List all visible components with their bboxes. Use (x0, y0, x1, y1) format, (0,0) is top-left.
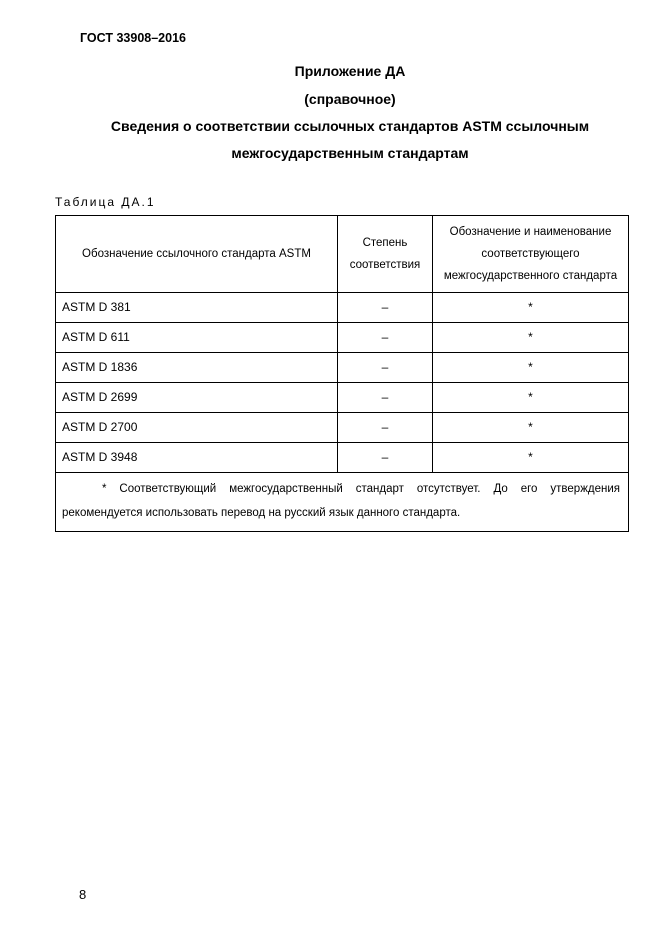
cell-degree: – (338, 383, 433, 413)
column-header-degree: Степень соответствия (338, 216, 433, 293)
table-row (56, 413, 629, 443)
cell-degree: – (338, 323, 433, 353)
table-row (56, 443, 629, 473)
cell-degree: – (338, 353, 433, 383)
annex-heading-line2: межгосударственным стандартам (231, 145, 469, 161)
table-caption: Таблица ДА.1 (55, 195, 156, 209)
table-row (56, 353, 629, 383)
cell-degree: – (338, 443, 433, 473)
page-number: 8 (79, 887, 87, 902)
annex-heading-line1: Сведения о соответствии ссылочных стандартов ASTM ссылочным (110, 118, 590, 134)
annex-title: Приложение ДА (294, 63, 406, 79)
annex-type: (справочное) (304, 91, 396, 107)
cell-national: * (433, 443, 629, 473)
table-row (56, 383, 629, 413)
cell-degree: – (338, 293, 433, 323)
cell-designation: ASTM D 2700 (56, 413, 338, 443)
cell-degree: – (338, 413, 433, 443)
cell-designation: ASTM D 2699 (56, 383, 338, 413)
correspondence-table (55, 215, 629, 532)
table-row (56, 323, 629, 353)
column-header-national: Обозначение и наименование соответствующего межгосударственного стандарта (433, 216, 629, 293)
cell-designation: ASTM D 3948 (56, 443, 338, 473)
document-code: ГОСТ 33908–2016 (80, 31, 186, 45)
cell-national: * (433, 353, 629, 383)
table-footnote-row (56, 473, 629, 532)
table-footnote-cell (56, 473, 629, 532)
column-header-astm: Обозначение ссылочного стандарта ASTM (56, 216, 338, 293)
cell-national: * (433, 323, 629, 353)
cell-designation: ASTM D 1836 (56, 353, 338, 383)
cell-national: * (433, 413, 629, 443)
cell-designation: ASTM D 611 (56, 323, 338, 353)
table-row (56, 293, 629, 323)
cell-national: * (433, 383, 629, 413)
table-footnote: * Соответствующий межгосударственный стандарт отсутствует. До его утверждения рекомендуется использовать перевод на русский язык данного стандарта. (62, 483, 620, 519)
table-header-row (56, 216, 629, 293)
cell-national: * (433, 293, 629, 323)
cell-designation: ASTM D 381 (56, 293, 338, 323)
